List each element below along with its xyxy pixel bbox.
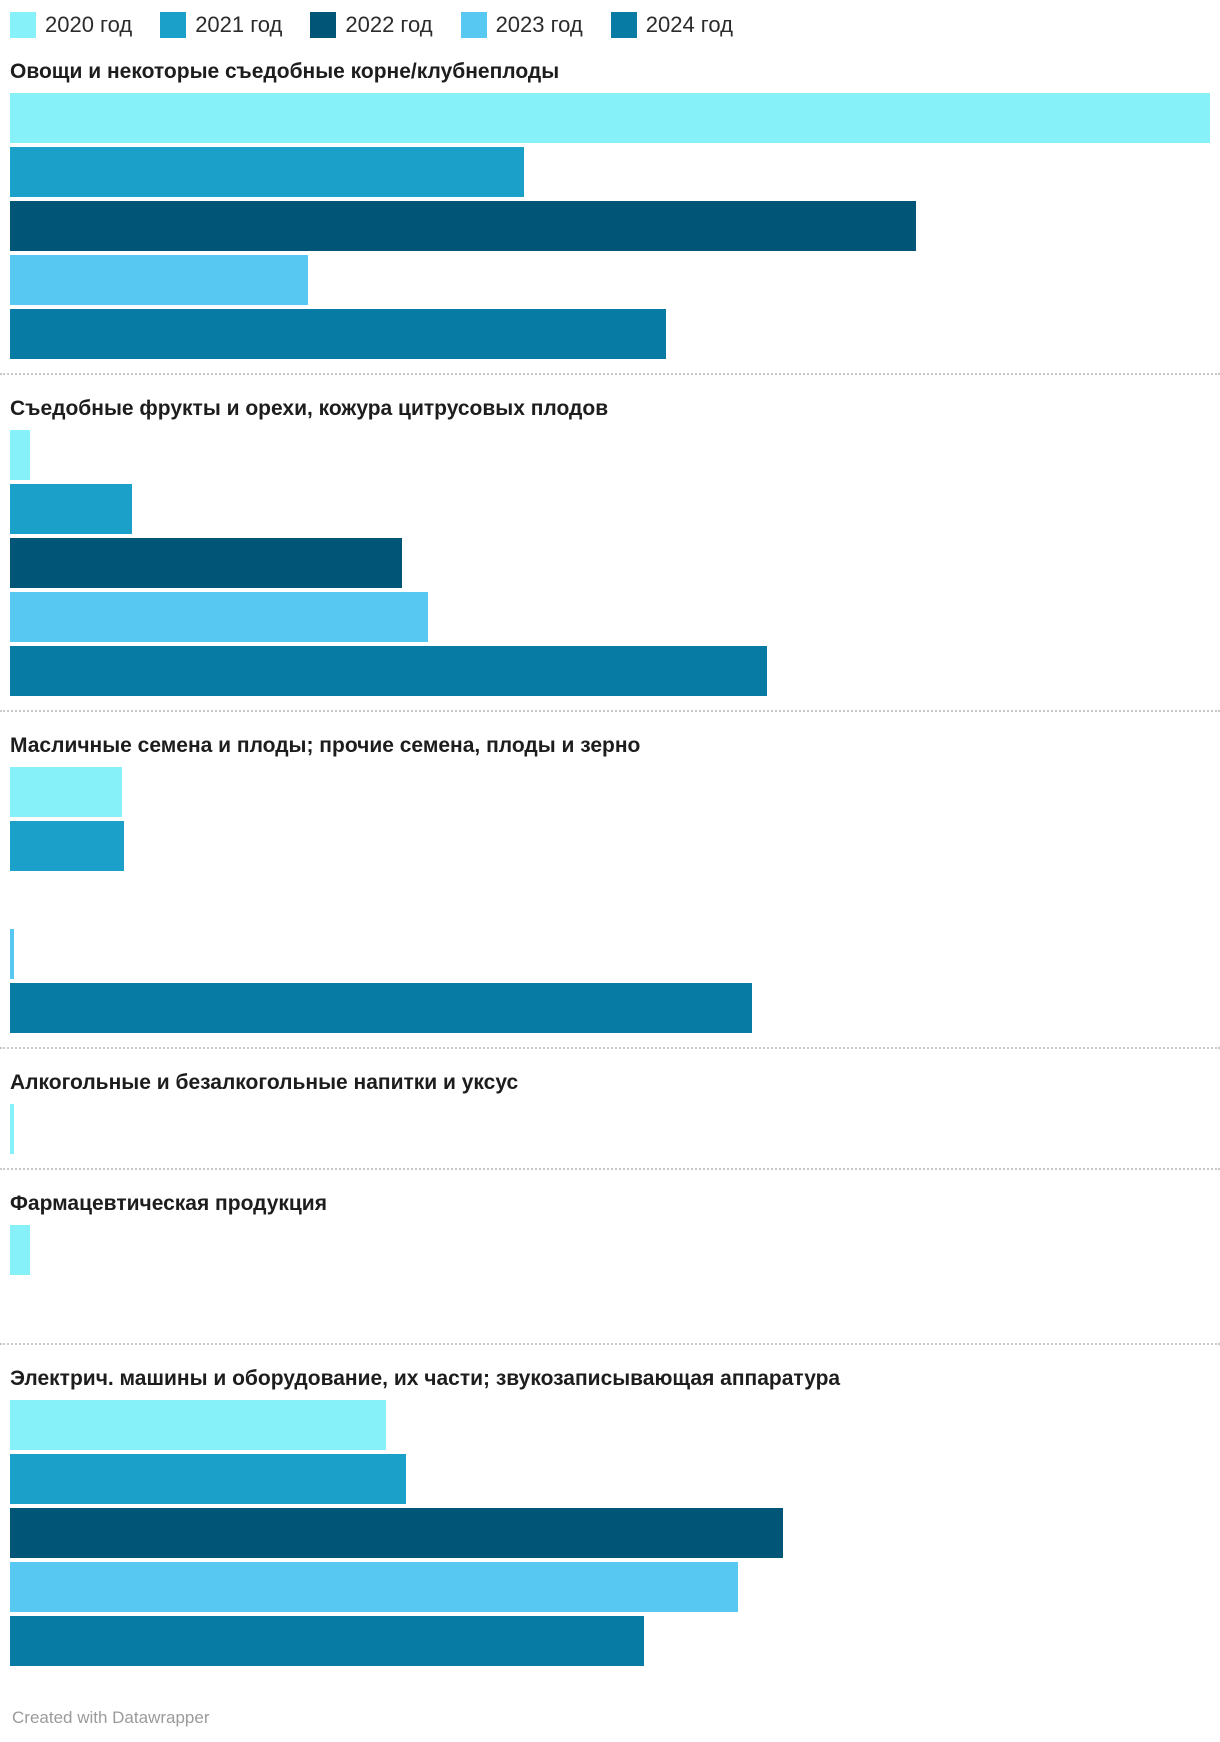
bar-row — [10, 592, 1210, 642]
bar-2020 год — [10, 767, 122, 817]
legend-label: 2020 год — [45, 12, 133, 37]
bar-row — [10, 93, 1210, 143]
bar-row — [10, 309, 1210, 359]
category-group — [0, 38, 1220, 375]
bar-2021 год — [10, 1454, 406, 1504]
bar-area — [0, 1225, 1220, 1329]
category-group — [0, 1170, 1220, 1345]
bar-2021 год — [10, 147, 524, 197]
bar-area — [0, 93, 1220, 359]
bar-row — [10, 983, 1210, 1033]
category-group — [0, 1049, 1220, 1170]
bar-area — [0, 767, 1220, 1033]
bar-2024 год — [10, 983, 752, 1033]
bar-2020 год — [10, 1104, 14, 1154]
bar-row — [10, 1225, 1210, 1275]
category-title: Съедобные фрукты и орехи, кожура цитрусовых плодов — [10, 397, 609, 420]
bar-row — [10, 1279, 1210, 1329]
legend-label: 2021 год — [195, 12, 283, 37]
bar-2020 год — [10, 430, 30, 480]
bar-row — [10, 767, 1210, 817]
bar-2024 год — [10, 309, 666, 359]
bar-row — [10, 430, 1210, 480]
legend-swatch-icon — [10, 12, 36, 38]
bar-2021 год — [10, 484, 132, 534]
category-title: Овощи и некоторые съедобные корне/клубнеплоды — [10, 60, 560, 83]
bar-row — [10, 201, 1210, 251]
category-title: Алкогольные и безалкогольные напитки и уксус — [10, 1071, 519, 1094]
bar-2024 год — [10, 1616, 644, 1666]
bar-row — [10, 875, 1210, 925]
bar-2020 год — [10, 93, 1210, 143]
bar-2020 год — [10, 1225, 30, 1275]
bar-row — [10, 929, 1210, 979]
legend-swatch-icon — [160, 12, 186, 38]
legend-item — [10, 12, 132, 38]
bar-2022 год — [10, 1508, 783, 1558]
legend-label: 2022 год — [345, 12, 433, 37]
bar-2022 год — [10, 538, 402, 588]
category-group — [0, 1345, 1220, 1680]
bar-2023 год — [10, 255, 308, 305]
category-title: Масличные семена и плоды; прочие семена, плоды и зерно — [10, 734, 641, 757]
legend-label: 2023 год — [495, 12, 583, 37]
bar-row — [10, 1562, 1210, 1612]
legend-swatch-icon — [310, 12, 336, 38]
bar-row — [10, 1508, 1210, 1558]
bar-2021 год — [10, 821, 124, 871]
category-group — [0, 375, 1220, 712]
bar-row — [10, 1616, 1210, 1666]
legend-item — [310, 12, 432, 38]
legend-swatch-icon — [611, 12, 637, 38]
bar-area — [0, 430, 1220, 696]
bar-2020 год — [10, 1400, 386, 1450]
legend-swatch-icon — [461, 12, 487, 38]
bar-2023 год — [10, 592, 428, 642]
bar-2023 год — [10, 1562, 738, 1612]
footer — [0, 1680, 1220, 1742]
bar-2024 год — [10, 646, 767, 696]
bar-area — [0, 1400, 1220, 1666]
legend-label: 2024 год — [645, 12, 733, 37]
category-title: Фармацевтическая продукция — [10, 1192, 327, 1215]
bar-2022 год — [10, 201, 916, 251]
legend — [0, 0, 1220, 38]
bar-groups — [0, 38, 1220, 1680]
legend-item — [611, 12, 733, 38]
bar-row — [10, 1400, 1210, 1450]
category-title: Электрич. машины и оборудование, их части; звукозаписывающая аппаратура — [10, 1367, 841, 1390]
legend-item — [160, 12, 282, 38]
bar-area — [0, 1104, 1220, 1154]
bar-row — [10, 1104, 1210, 1154]
datawrapper-credit-link[interactable]: Created with Datawrapper — [12, 1708, 210, 1727]
bar-row — [10, 646, 1210, 696]
bar-2023 год — [10, 929, 14, 979]
bar-row — [10, 255, 1210, 305]
bar-row — [10, 538, 1210, 588]
bar-row — [10, 821, 1210, 871]
bar-row — [10, 147, 1210, 197]
bar-row — [10, 1454, 1210, 1504]
bar-row — [10, 484, 1210, 534]
category-group — [0, 712, 1220, 1049]
legend-item — [461, 12, 583, 38]
